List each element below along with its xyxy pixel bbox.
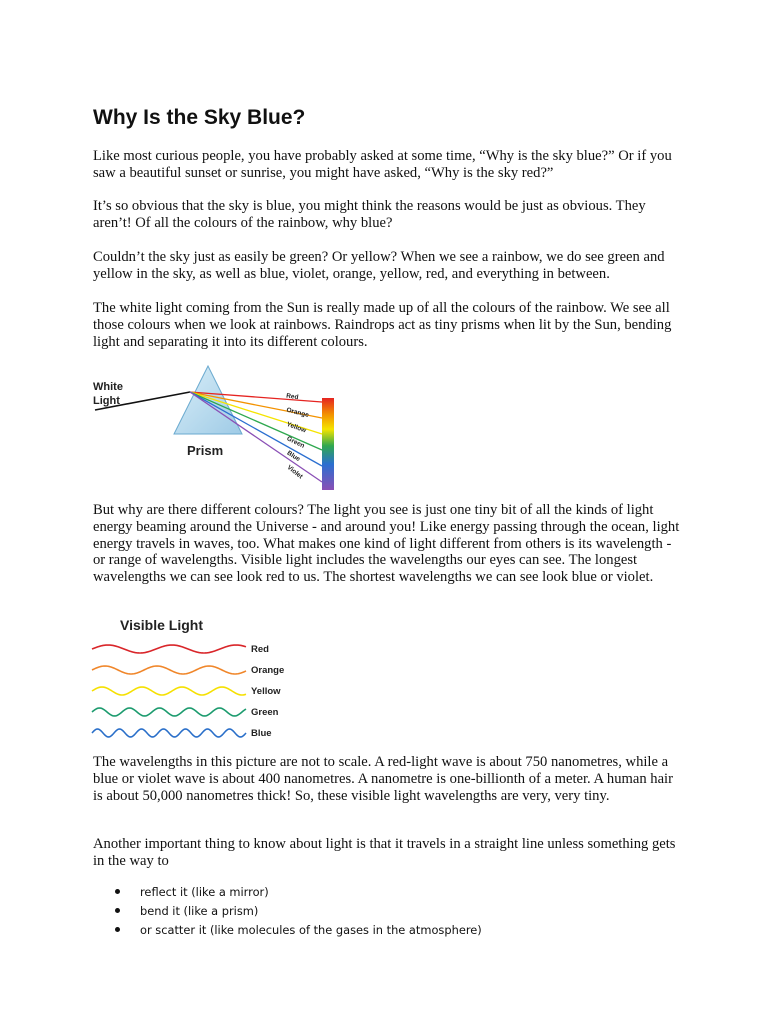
- visible-light-diagram: [90, 612, 300, 744]
- paragraph-wavelengths: But why are there different colours? The light you see is just one tiny bit of all the kinds of light energy beaming around the Universe - and around you! Like energy passing through the ocean, light energy travels in waves, too. What makes one kind of light different from others is its wavelength - or range of wavelengths. Visible light includes the wavelengths our eyes can see. The longest wavelengths we can see look red to us. The shortest wavelengths we can see look blue or violet.: [93, 502, 680, 586]
- wave-orange: [92, 666, 246, 674]
- page-title: Why Is the Sky Blue?: [93, 106, 306, 129]
- wave-label-red: Red: [251, 644, 269, 655]
- paragraph-straight-line: Another important thing to know about light is that it travels in a straight line unless something gets in the way to: [93, 836, 676, 869]
- wave-label-yellow: Yellow: [251, 686, 281, 697]
- paragraph-obvious: It’s so obvious that the sky is blue, you might think the reasons would be just as obvious. They aren’t! Of all the colours of the rainbow, why blue?: [93, 198, 646, 231]
- paragraph-green-yellow: Couldn’t the sky just as easily be green? Or yellow? When we see a rainbow, we do see green and yellow in the sky, as well as blue, violet, orange, yellow, red, and everything in between.: [93, 249, 665, 282]
- bullet-dot-icon: [115, 927, 120, 932]
- paragraph-white-light: The white light coming from the Sun is really made up of all the colours of the rainbow. We see all those colours when we look at rainbows. Raindrops act as tiny prisms when lit by the Sun, bending light and separating it into its different colours.: [93, 300, 672, 350]
- dispersed-rays: [190, 392, 322, 482]
- bullet-list: [112, 884, 482, 941]
- white-light-label-1: White: [93, 381, 123, 393]
- paragraph-intro: Like most curious people, you have probably asked at some time, “Why is the sky blue?” Or if you saw a beautiful sunset or sunrise, you might have asked, “Why is the sky red?”: [93, 148, 672, 181]
- bullet-dot-icon: [115, 889, 120, 894]
- list-item: or scatter it (like molecules of the gases in the atmosphere): [112, 922, 482, 941]
- list-item: bend it (like a prism): [112, 903, 482, 922]
- wave-red: [92, 645, 246, 653]
- wave-yellow: [92, 687, 246, 695]
- list-item: reflect it (like a mirror): [112, 884, 482, 903]
- wave-label-blue: Blue: [251, 728, 272, 739]
- spectrum-bar: [322, 398, 334, 490]
- wave-lines: [92, 644, 284, 739]
- visible-light-title: Visible Light: [120, 617, 203, 633]
- bullet-dot-icon: [115, 908, 120, 913]
- wave-label-green: Green: [251, 707, 279, 718]
- ray-label-orange: Orange: [285, 406, 310, 419]
- ray-label-blue: Blue: [285, 449, 302, 464]
- prism-label: Prism: [187, 443, 224, 458]
- prism-diagram: [90, 362, 340, 492]
- paragraph-scale: The wavelengths in this picture are not to scale. A red-light wave is about 750 nanometres, while a blue or violet wave is about 400 nanometres. A nanometre is one-billionth of a meter. A human hair is about 50,000 nanometres thick! So, these visible light wavelengths are very, very tiny.: [93, 754, 673, 804]
- wave-blue: [92, 729, 246, 737]
- wave-green: [92, 708, 246, 716]
- ray-label-green: Green: [285, 435, 306, 450]
- ray-label-red: Red: [285, 392, 299, 402]
- wave-label-orange: Orange: [251, 665, 285, 676]
- white-light-label-2: Light: [93, 395, 120, 407]
- ray-label-yellow: Yellow: [285, 420, 307, 435]
- ray-label-violet: Violet: [285, 464, 304, 481]
